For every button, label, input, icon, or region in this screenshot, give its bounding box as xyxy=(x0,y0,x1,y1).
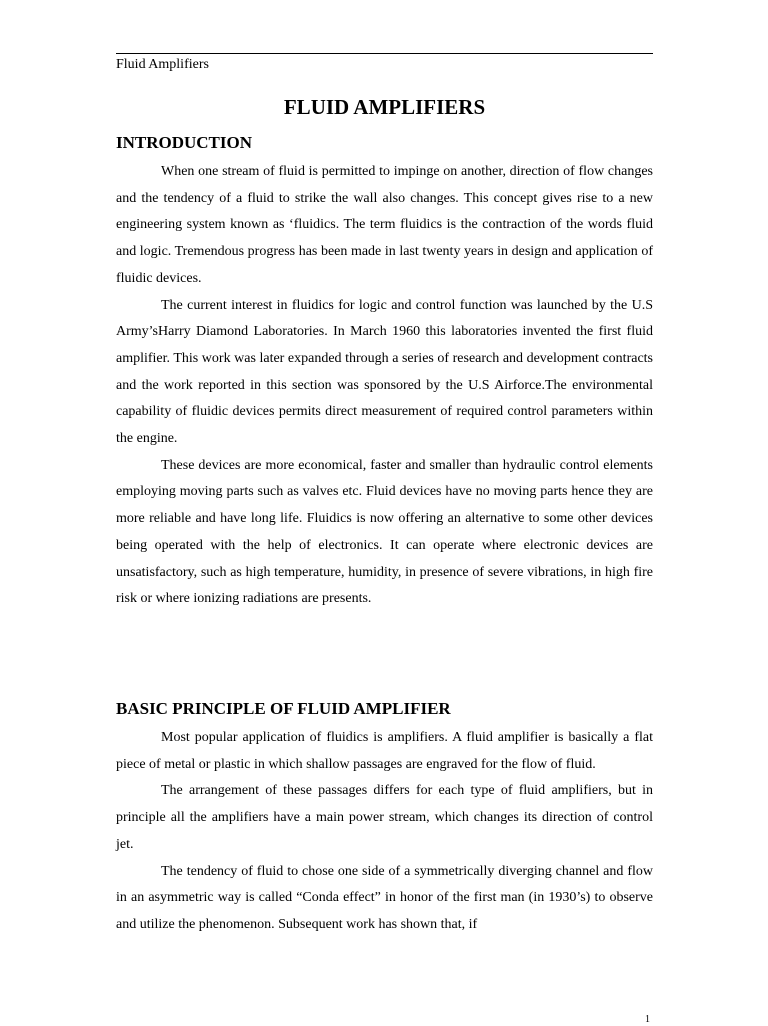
paragraph: The tendency of fluid to chose one side of a symmetrically diverging channel and flow in an asymmetric way is called “Conda effect” in honor of the first man (in 1930’s) to observe and utilize the phenomenon. Subsequent work has shown that, if xyxy=(116,863,653,932)
section-body-basic-principle xyxy=(116,725,653,939)
paragraph: These devices are more economical, faster and smaller than hydraulic control elements employing moving parts such as valves etc. Fluid devices have no moving parts hence they are more reliable and have long life. Fluidics is now offering an alternative to some other devices being operated with the help of electronics. It can operate where electronic devices are unsatisfactory, such as high temperature, humidity, in presence of severe vibrations, in high fire risk or where ionizing radiations are presents. xyxy=(116,457,653,607)
header-rule xyxy=(116,53,653,54)
section-heading-basic-principle: BASIC PRINCIPLE OF FLUID AMPLIFIER xyxy=(116,699,451,718)
paragraph: Most popular application of fluidics is amplifiers. A fluid amplifier is basically a flat piece of metal or plastic in which shallow passages are engraved for the flow of fluid. xyxy=(116,730,653,772)
document-page xyxy=(116,0,653,1024)
document-title: FLUID AMPLIFIERS xyxy=(283,95,486,119)
running-header: Fluid Amplifiers xyxy=(116,57,209,72)
page-number: 1 xyxy=(645,1014,650,1025)
section-body-introduction xyxy=(116,159,653,613)
paragraph: The arrangement of these passages differs for each type of fluid amplifiers, but in principle all the amplifiers have a main power stream, which changes its direction of control jet. xyxy=(116,783,653,852)
paragraph: The current interest in fluidics for logic and control function was launched by the U.S Army’sHarry Diamond Laboratories. In March 1960 this laboratories invented the first fluid amplifier. This work was later expanded through a series of research and development contracts and the work reported in this section was sponsored by the U.S Airforce.The environmental capability of fluidic devices permits direct measurement of required control parameters within the engine. xyxy=(116,297,653,447)
paragraph: When one stream of fluid is permitted to impinge on another, direction of flow changes and the tendency of a fluid to strike the wall also changes. This concept gives rise to a new engineering system known as ‘fluidics. The term fluidics is the contraction of the words fluid and logic. Tremendous progress has been made in last twenty years in design and application of fluidic devices. xyxy=(116,164,653,286)
section-heading-introduction: INTRODUCTION xyxy=(116,133,253,152)
